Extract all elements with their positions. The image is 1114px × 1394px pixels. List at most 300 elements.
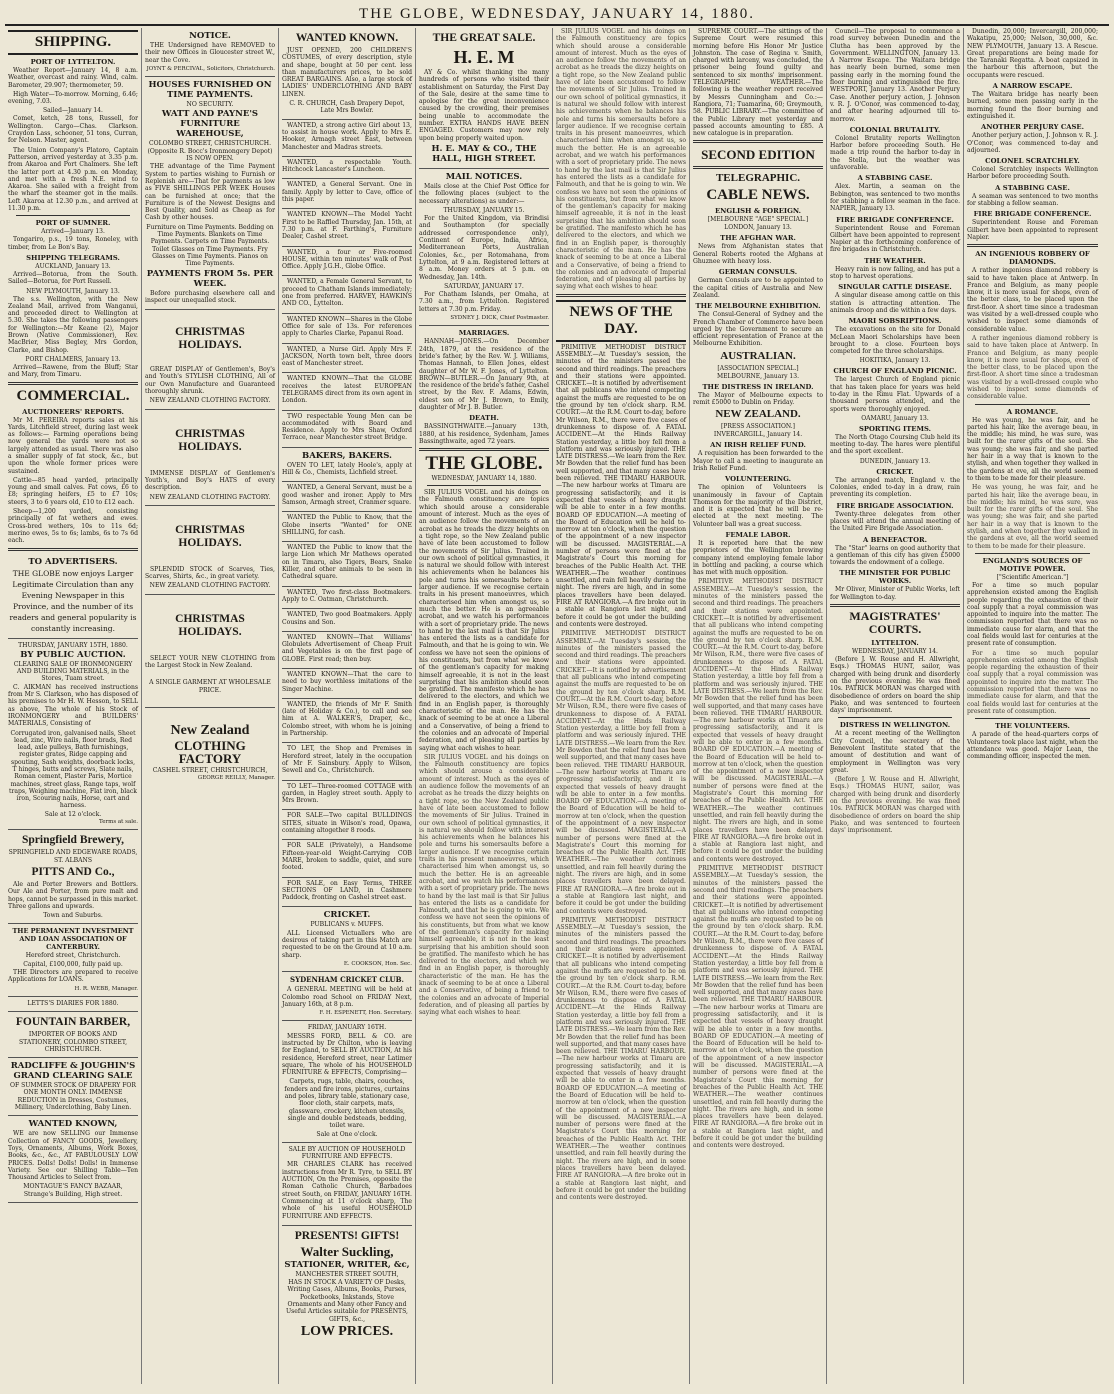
melbourne-dateline: MELBOURNE, January 13. (717, 372, 799, 380)
notice-ad (145, 28, 275, 77)
tolet-ads (282, 743, 412, 907)
commercial-body: Cattle—85 head yarded, principally young and small calves. Fat cows, £6 to £8; springing heifers, £5 to £7 10s; steers, 3 to 6 years old, £10 to £12 each. (8, 476, 138, 506)
afghan: News from Afghanistan states that General Roberts rooted the Afghans at Ghuznee with heavy loss. (693, 243, 823, 266)
walter-suckling: Walter Suckling, (300, 1243, 394, 1259)
wanted-ad (282, 609, 412, 632)
before-purchasing: Before purchasing elsewhere call and inspect our unequalled stock. (145, 289, 275, 304)
melbourne-heading: THE MELBOURNE EXHIBITION. (695, 302, 821, 311)
weather-report: Weather Report—January 14, 8 a.m. Weather, overcast and rainy. Wind, calm. Barometer, 29.907; thermometer, 59. (8, 67, 138, 89)
double-rule (693, 140, 823, 143)
invercargill-dateline: INVERCARGILL, January 14. (713, 431, 803, 439)
wanted-ad (282, 209, 412, 246)
wanted-ads (282, 482, 412, 743)
mail-thursday: THURSDAY, JANUARY 15. (443, 206, 525, 214)
news-filler: PRIMITIVE METHODIST DISTRICT ASSEMBLY.—At Tuesday's session, the minutes of the ministers passed the second and third readings. The preachers and their stations were appointed. CRICKET.—It is notified by advertisement that all publicans who intend competing against the muffs are requested to be on the ground by ten o'clock sharp. R.M. COURT.—At the R.M. Court to-day, before Mr Wilson, R.M., there were five cases of drunkenness to dispose of. A FATAL ACCIDENT.—At the Hinds Railway Station yesterday, a little boy fell from a platform and was seriously injured. THE LATE DISTRESS.—We learn from the Rev. Mr Bowden that the relief fund has been well supported, and that many cases have been relieved. THE TIMARU HARBOUR.—The new harbour works at Timaru are progressing satisfactorily, and it is expected that vessels of heavy draught will be able to enter in a few months. BOARD OF EDUCATION.—A meeting of the Board of Education will be held to-morrow at ten o'clock, when the question of the appointment of a new inspector will be discussed. MAGISTERIAL.—A number of persons were fined at the Magistrate's Court this morning for breaches of the Public Health Act. THE WEATHER.—The weather continues unsettled, and rain fell heavily during the night. The rivers are high, and in some places travellers have been delayed. FIRE AT RANGIORA.—A fire broke out in a stable at Rangiora last night, and before it could be got under the building and contents were destroyed. (693, 578, 823, 863)
weather-heading: THE WEATHER. (864, 256, 926, 265)
great-display: GREAT DISPLAY of Gentlemen's, Boy's and Youth's STYLISH CLOTHING, All of our Own Manufacture and Guaranteed thoroughly shrunk. (145, 366, 275, 396)
wanted-ad (282, 247, 412, 277)
death-heading: DEATH. (469, 414, 499, 423)
notice-heading: NOTICE. (189, 31, 231, 41)
advertisers-ad (8, 554, 138, 639)
wanted-ad (282, 157, 412, 180)
reuter: [MELBOURNE "AGE" SPECIAL.] (707, 216, 809, 224)
wanted-ad (282, 669, 412, 699)
montague: MONTAGUE'S FANCY BAZAAR, Strange's Building, High street. (23, 1183, 123, 1198)
tolet-ad-text: FOR SALE—Two capital BULLDINGS SITES, situate in Wilson's road, Opawa, containing altogether 8 roods. (282, 812, 412, 835)
fountain-ad (8, 1012, 138, 1058)
weather: Heavy rain is now falling, and has put a stop to harvest operations. (830, 265, 960, 281)
cricket-ad (282, 907, 412, 972)
town-suburbs: Town and Suburbs. (43, 912, 103, 920)
cashel-street: CASHEL STREET, CHRISTCHURCH, (152, 766, 268, 774)
hem-heading: H. E. M (453, 47, 515, 67)
pitts-heading: PITTS AND Co., (31, 865, 115, 878)
publicans: PUBLICANS v. MUFFS. (310, 921, 384, 929)
romance: He was young, he was fair, and he parted his hair, like the average beau, in the middle; his mind, he was sure, was built for the rarer gifts of the soul. She was young; she was fair, and she parted her hair in a way that is known to the stylish, and when together they walked in the gardens at eve, all the world seemed to them to be made for their pleasure. (967, 416, 1098, 482)
port-chalmers-dateline: PORT CHALMERS, January 13. (25, 355, 121, 363)
wanted-ad-text: WANTED, a Female General Servant, to proceed to Chatham Islands immediately; one from preferred. HARVEY, HAWKINS AND CO., Lyttelton. (282, 278, 412, 308)
news-heading: NEWS OF THE DAY. (556, 300, 686, 342)
filler: (Before J. W. Rouse and H. Allwright, Esqs.) THOMAS HUNT, sailor, was charged with being drunk and disorderly on the previous evening. He was fined 10s. PATRICK MORAN was charged with disobedience of orders on board the ship Piako, and was sentenced to fourteen days' imprisonment. (830, 776, 960, 835)
wanted-ad-text: WANTED, a General Servant. One in family. Apply by letter to Cave, office of this paper. (282, 181, 412, 204)
cricket: The arranged match, England v. the Colonies, ended to-day in a draw, rain preventing its completion. (830, 476, 960, 499)
no-security: NO SECURITY. (186, 101, 234, 109)
lyttelton-heading: LYTTELTON. (871, 639, 919, 648)
tolet-ad (282, 781, 412, 811)
bakers-heading: BAKERS, BAKERS. (302, 450, 392, 461)
colonel: Colonel Scratchley inspects Wellington Harbor before proceeding South. (967, 166, 1098, 181)
death: BASSINGTHWAITE.—January 13th, 1880, at his residence, Sydenham, James Bassingthwaite, aged 72 years. (419, 423, 549, 445)
wanted-ad (282, 314, 412, 344)
port-chalmers-body: Arrived—Rawene, from the Bluff; Star and Mary, from Timaru. (8, 363, 138, 379)
singular-heading: SINGULAR CATTLE DISEASE. (838, 283, 952, 292)
commercial-body: Sheep—1,200 yarded, consisting principally of fat wethers and ewes. Cross-bred wethers, 10s to 11s 6d; merino ewes, 5s to 6s; lambs, 6s to 7s 6d each. (8, 508, 138, 545)
england: For a time so much popular apprehension existed among the English people regarding the exhaustion of their coal supply that a royal commission was appointed to inquire into the matter. The commission reported that there was no immediate cause for alarm, and that the coal fields would last for centuries at the present rate of consumption. (967, 649, 1098, 715)
wanted-ad-text: WANTED, the friends of Mr F. Smith (late of Holiday & Co.), to call and see him at A. WALKER'S, Draper, &c., Colombo street, with whom he is joining in Partnership. (282, 700, 412, 738)
household-heading: SALE BY AUCTION OF HOUSEHOLD FURNITURE AND EFFECTS. (288, 1145, 406, 1161)
fire2: Twenty-three delegates from other places will attend the annual meeting of the United Fire Brigade Association. (830, 510, 960, 533)
watt-sub: COLOMBO STREET, CHRISTCHURCH. (Opposite R. Bocc's Ironmongery Depot) IS NOW OPEN. (147, 140, 273, 163)
joynt: JOYNT & PERCIVAL, Solicitors, Christchurch. (146, 65, 275, 72)
factory-ad (145, 708, 275, 786)
mail-body: Mails close at the Chief Post Office for the following places (subject to the necessary alterations) as under:— (419, 182, 549, 205)
payments-heading: PAYMENTS FROM 5s. PER WEEK. (146, 268, 274, 289)
wanted-ad-text: WANTED KNOWN—Shares in the Globe Office for sale of 13s. For references apply to Charles Clarke, Papanui Road. (282, 315, 412, 338)
auctioneers-heading: AUCTIONEERS' REPORTS. (22, 407, 124, 416)
rule (838, 717, 952, 718)
rule (975, 718, 1090, 719)
telegraphic-heading: TELEGRAPHIC. (715, 172, 801, 185)
irish: A requisition has been forwarded to the Mayor to call a meeting to inaugurate an Irish Relief Fund. (693, 450, 823, 472)
union-text: The Union Company's Platoro, Captain Patterson, arrived yesterday at 3.35 p.m. from Akaroa and Port Chalmers. She left the latter port at 4.30 p.m. on Monday, and met with a fresh N.E. wind to Akaroa. She sailed with a freight from the wharf the steamer got in the mails. Left Akaroa at 12.30 p.m., and arrived at 11.30 p.m. (8, 146, 138, 213)
wanted-ad-text: WANTED, a strong active Girl about 13, to assist in house work. Apply to Mrs E. Hooker, Armagh street East, between Manchester and Madras streets. (282, 121, 412, 151)
hokitika-dateline: HOKITIKA, January 13. (859, 357, 931, 365)
tolet-ad-text: FOR SALE (Privately), a Handsome Fifteen-year-old Weight-Carrying COB MARE, broken to saddle, quiet, and sure footed. (282, 842, 412, 872)
volunteers: A parade of the head-quarters corps of Volunteers took place last night, when the attendance was good. Major Lean, the commanding officer, inspected the men. (967, 731, 1098, 761)
suckling-ad (282, 1226, 412, 1343)
news-continued: SUPREME COURT.—The sittings of the Supreme Court were resumed this morning before His Honor Mr Justice Johnston. The case of Regina v. Smith, charged with larceny, was concluded, the prisoner being found guilty and sentenced to six months' imprisonment. TELEGRAPHIC WEATHER.—The following is the weather report received by Messrs Cunningham and Co.:—Rangiora, 71; Tuamarina, 60; Greymouth, 58. PUBLIC LIBRARY.—The committee of the Public Library met yesterday and passed accounts amounting to £85. A new catalogue is in preparation. (693, 28, 823, 138)
springfield-sub: SPRINGFIELD AND EDGEWARE ROADS, ST. ALBANS (8, 849, 138, 864)
new-plymouth-dateline: NEW PLYMOUTH, January 13. (26, 287, 120, 295)
houses-heading: HOUSES FURNISHED ON TIME PAYMENTS. (148, 80, 272, 101)
romance: He was young, he was fair, and he parted his hair, like the average beau, in the middle; his mind, he was sure, was built for the rarer gifts of the soul. She was young; she was fair, and she parted her hair in a way that is known to the stylish, and when together they walked in the gardens at eve, all the world seemed to them to be made for their pleasure. (967, 484, 1098, 550)
wanted-heading: WANTED KNOWN. (295, 32, 399, 44)
afghan-heading: THE AFGHAN WAR. (720, 234, 796, 243)
colonial: Colonel Brutality reports Wellington Harbor before proceeding South. He made a trip round the harbor to-day in the Stella, but the weather was unfavorable. (830, 134, 960, 172)
wanted-ad-text: TWO respectable Young Men can be accommodated with Board and Residence. Apply to Mrs Shaw, Oxford Terrace, near Manchester street Bridge. (282, 412, 412, 442)
sailed-body: Comet, ketch, 28 tons, Russell, for Wellington. Cargo—Chas. Clarkson. Craydon Lass, schooner, 51 tons, Curran, for Nelson. Master, agent. (8, 115, 138, 145)
cricket-heading: CRICKET. (876, 467, 914, 476)
high-water: High Water—To-morrow. Morning, 6.46; evening, 7.03. (8, 90, 138, 106)
ingenious-heading: AN INGENIOUS ROBBERY OF DIAMONDS. (975, 250, 1090, 267)
volunteers-heading: THE VOLUNTEERS. (995, 722, 1070, 731)
pitts-body: Ale and Porter Brewers and Bottlers. Our Ale and Porter, from pure malt and hops, cannot be surpassed in this market. Three gallons and upwards. (8, 880, 138, 910)
news-body: PRIMITIVE METHODIST DISTRICT ASSEMBLY.—At Tuesday's session, the minutes of the ministers passed the second and third readings. The preachers and their stations were appointed. CRICKET.—It is notified by advertisement that all publicans who intend competing against the muffs are requested to be on the ground by ten o'clock sharp. R.M. COURT.—At the R.M. Court to-day, before Mr Wilson, R.M., there were five cases of drunkenness to dispose of. A FATAL ACCIDENT.—At the Hinds Railway Station yesterday, a little boy fell from a platform and was seriously injured. THE LATE DISTRESS.—We learn from the Rev. Mr Bowden that the relief fund has been well supported, and that many cases have been relieved. THE TIMARU HARBOUR.—The new harbour works at Timaru are progressing satisfactorily, and it is expected that vessels of heavy draught will be able to enter in a few months. BOARD OF EDUCATION.—A meeting of the Board of Education will be held to-morrow at ten o'clock, when the question of the appointment of a new inspector will be discussed. MAGISTERIAL.—A number of persons were fined at the Magistrate's Court this morning for breaches of the Public Health Act. THE WEATHER.—The weather continues unsettled, and rain fell heavily during the night. The rivers are high, and in some places travellers have been delayed. FIRE AT RANGIORA.—A fire broke out in a stable at Rangiora last night, and before it could be got under the building and contents were destroyed. (556, 630, 686, 915)
auckland-dateline: AUCKLAND, January 13. (35, 262, 111, 270)
female-heading: FEMALE LABOR. (725, 530, 791, 539)
melbourne: The Consul-General of Sydney and the French Chamber of Commerce have been urged by the Government to secure an efficient representation of France at the Melbourne Exhibition. (693, 311, 823, 348)
sydenham-body: A GENERAL MEETING will be held at Colombo road School on FRIDAY Next, January 16th, at 8 p.m. (282, 986, 412, 1008)
watt-body: THE advantage of the Time Payment System to parties wishing to Furnish or Replenish are—That for payments as low as FIVE SHILLINGS PER WEEK Houses can be furnished at once; that the Furniture is of the Newest Designs and Best Quality, and Sold as Cheap as for Cash by other houses. (145, 163, 275, 222)
christmas-heading: CHRISTMAS HOLIDAYS. (175, 427, 245, 453)
publicans-body: ALL Licensed Victuallers who are desirous of taking part in this Match are requested to be on the Ground at 10 a.m. sharp. (282, 929, 412, 959)
columns (5, 28, 1109, 1384)
column-1 (5, 28, 142, 1384)
press-association: [PRESS ASSOCIATION.] (720, 423, 796, 431)
fancy-goods: WE are now SELLING our Immense Collection of FANCY GOODS, Jewellery, Toys, Ornaments, Albums, Work Boxes, Books, &c., &c., AT FABULOUSLY LOW PRICES. Dolls! Dolls! Dolls! in Immense Variety. See our Shilling Table—Ten Thousand Articles to Select from. (8, 1130, 138, 1182)
aikman-text: C. AIKMAN has received instructions from Mr S. Clarkson, who has disposed of his premises to Mr H. W. Hesson, to SELL as above, The whole of his Stock of IRONMONGERY and BUILDERS' MATERIALS, Consisting of (8, 683, 138, 728)
webb: H. R. WEBB, Manager. (74, 985, 138, 992)
german: German Consuls are to be appointed to the capital cities of Australia and New Zealand. (693, 277, 823, 299)
wanted-ad-text: WANTED the Public to know that the large Lion which Mr Mathews operated on in Timaru, also Tigers, Bears, Snake Killer, and other animals to be seen in Cathedral square. (282, 544, 412, 581)
telegrams-continued: Council—The proposal to commence a road survey between Dunedin and the Clutha has been approved by the Government. WELLINGTON, January 13. A Narrow Escape. The Waitara bridge has nearly been burned, some men passing early in the morning found the floor burning and extinguished the fire. WESTPORT, January 13. Another Perjury Case. Another perjury action, J. Johnson v. R. J. O'Conor, was commenced to-day, and after hearing adjourned till to-morrow. (830, 28, 960, 123)
wanted-ad (282, 482, 412, 512)
sydenham-ad (282, 972, 412, 1021)
rule (975, 404, 1090, 405)
new-plymouth-body: The s.s. Wellington, with the New Zealand Mail, arrived from Wanganui, and proceeded direct to Wellington at 5.30. She takes the following passengers for Wellington:—Mr Keane (2), Major Brown (Native Commissioner), Rev. MacBrier, Miss Begley, Mrs Gordon, Clarke, and Bishop. (8, 295, 138, 354)
christmas-ad (145, 595, 275, 708)
stab-heading: A STABBING CASE. (995, 183, 1070, 192)
mail-text: For the United Kingdom, via Brindisi and Southampton (for specially addressed correspondence only), Continent of Europe, India, Africa, Mediterranean Ports, Australian Colonies, &c., per Rotomahana, from Lyttelton, at 9 a.m. Registered letters at 8 a.m. Money orders at 5 p.m. on Wednesday, Jan. 14th. (419, 215, 549, 281)
wanted-ad-text: WANTED KNOWN—The Model Yacht First to be Raffled Thursday, Jan. 15th, at 7.30 p.m. at F. Farthing's, Furniture Dealer, Cashel street. (282, 211, 412, 241)
wanted-known-ad (282, 28, 412, 120)
mail-notices (419, 169, 549, 326)
wanted-ad (282, 542, 412, 586)
capital: Capital, £100,000, fully paid up. (23, 960, 123, 968)
shipping-heading: SHIPPING. (8, 30, 138, 55)
advertisers-body: THE GLOBE now enjoys Larger Legitimate Circulation than any Evening Newspaper in this Province, and the number of its readers and general popularity is constantly increasing. (9, 568, 137, 633)
fire-heading: FIRE BRIGADE CONFERENCE. (836, 215, 954, 224)
magistrates-heading: MAGISTRATES' COURTS. (849, 609, 941, 637)
irish-heading: AN IRISH RELIEF FUND. (710, 441, 806, 450)
tolet-ad (282, 743, 412, 780)
english-foreign: ENGLISH & FOREIGN. (714, 207, 802, 216)
auction-date: THURSDAY, JANUARY 15TH, 1880. (18, 641, 128, 649)
column-5 (553, 28, 690, 1384)
mail-saturday: SATURDAY, JANUARY 17. (444, 282, 524, 290)
wanted-ad-text: WANTED KNOWN—That the GLOBE receives the latest EUROPEAN TELEGRAMS direct from its own agent in London. (282, 375, 412, 405)
commercial-heading: COMMERCIAL. (16, 387, 130, 404)
second-edition-heading: SECOND EDITION (701, 147, 815, 163)
great-sale-ad (419, 28, 549, 169)
letts-ad (8, 997, 138, 1012)
telegrams-continued: Dunedin, 20,000; Invercargill, 200,000; Wakatipu, 25,000; Nelson, 30,000, &c. NEW PLYMOUTH, January 13. A Rescue. Great preparations are being made for the Taranaki Regatta. A boat capsized in the harbour this afternoon, but the occupants were rescued. (967, 28, 1098, 79)
christmas-heading: CHRISTMAS HOLIDAYS. (175, 326, 245, 352)
presents-heading: PRESENTS! GIFTS! (294, 1229, 400, 1242)
gallant-heading: A NARROW ESCAPE. (992, 82, 1073, 91)
arrived-body: Tongariro, p.s., 19 tons, Roneley, with timber, from Le Bon's Bay. (8, 236, 138, 251)
tolet-ad-text: TO LET, the Shop and Premises in Hereford street, lately in the occupation of Mr F. Sainsbury. Apply to Wilson, Sewell and Co., Christchurch. (282, 745, 412, 775)
sailed-heading: Sailed—January 14. (43, 107, 103, 115)
wanted-body: JUST OPENED, 200 CHILDREN'S COSTUMES, of every description, style and shape, bought at 50 per cent. less than manufacturers prices, to be sold GREAT BARGAINS. Also, a large stock of LADIES' UNDERCLOTHING AND BABY LINEN. (282, 47, 412, 98)
masthead: THE GLOBE, WEDNESDAY, JANUARY 14, 1880. (5, 4, 1109, 26)
watt-heading: WATT AND PAYNE'S FURNITURE WAREHOUSE, (161, 109, 259, 140)
church: C. R. CHURCH, Cash Drapery Depot, Late Mrs Bowler. (289, 100, 405, 115)
australian-heading: AUSTRALIAN. (720, 349, 796, 362)
wanted-known: WANTED KNOWN, (28, 1119, 118, 1130)
double-rule (8, 548, 138, 551)
benefactor: The "Star" learns on good authority that a gentleman of this city has given £5000 towards the endowment of a college. (830, 544, 960, 567)
tolet-ad-text: FOR SALE, on Easy Terms, THREE SECTIONS OF LAND, in Cashmere Paddock, fronting on Cashel street east. (282, 879, 412, 902)
mail-heading: MAIL NOTICES. (445, 171, 523, 182)
tolet-ad-text: TO LET—Three-roomed COTTAGE with garden, in Hagley street south. Apply to Mrs Brown. (282, 782, 412, 805)
telegrams-heading: SHIPPING TELEGRAMS. (26, 253, 120, 262)
wanted-ad-text: WANTED, Two good Boatmakers. Apply Cousins and Son. (282, 611, 412, 626)
ingenious: A rather ingenious diamond robbery is said to have taken place at Antwerp. In France and Belgium, as many people know, it is more usual for shops, even of the better class, to be placed upon the first-floor. A short time since a tradesman was visited by a well-dressed couple who wished to inspect some diamonds of considerable value. (967, 267, 1098, 333)
double-rule (556, 294, 686, 297)
springfield-heading: Springfield Brewery, (21, 834, 124, 847)
nz-clothing: NEW ZEALAND CLOTHING FACTORY. (149, 493, 271, 501)
splendid-stock: SPLENDID STOCK of Scarves, Ties, Scarves, Shirts, &c., in great variety. (145, 565, 275, 581)
distress-heading: THE DISTRESS IN IRELAND. (702, 382, 814, 391)
sumner-heading: PORT OF SUMNER. (35, 219, 111, 228)
distress-wellington-heading: DISTRESS IN WELLINGTON. (839, 721, 951, 730)
auckland-body: Arrived—Botorua, from the South. Sailed—Botorua, for Port Russell. (8, 270, 138, 286)
wanted-ad (282, 411, 412, 448)
advertisers-heading: TO ADVERTISERS. (28, 556, 118, 567)
london-dateline: LONDON, January 13. (724, 224, 792, 232)
directors: THE Directors are prepared to receive Applications for LOANS. (8, 969, 138, 984)
fountain-sub: IMPORTER OF BOOKS AND STATIONERY, COLOMBO STREET, CHRISTCHURCH. (18, 1031, 128, 1053)
christmas-ad (145, 310, 275, 409)
editorial: SIR JULIUS VOGEL and his doings on the Falmouth constituency are topics which should arouse a considerable amount of interest. Much as the eyes of an audience follow the movements of an acrobat as he treads the dizzy heights on a tight rope, so the New Zealand public have of late been accustomed to follow the movements of Sir Julius. Trained in our own school of political gymnastics, it is natural we should follow with interest his achievements when he balances his pole and turns his somersaults before a larger audience. If we recognise certain traits in his present manoeuvres, which characterised him when amongst us, so much the better. He is an agreeable acrobat, and we watch his performances with a sort of proprietary pride. The news to hand by the last mail is that Sir Julius has entered the lists as a candidate for Falmouth, and that he is going to win. We confess we have not seen the opinions of his constituents, but from what we know of the gentleman's capacity for making himself agreeable, it is not in the least surprising that his ambition should soon be gratified. The manifesto which he has delivered to the electors, and which we find in an English paper, is thoroughly characteristic of the man. He has the knack of seeming to be at once a Liberal and a Conservative, of being a friend to the colonies and an advocate of Imperial federation, and of pleasing all parties by saying what each wishes to hear. (419, 753, 549, 1017)
auction-heading: BY PUBLIC AUCTION. (20, 649, 126, 660)
great-sale-heading: THE GREAT SALE. (432, 32, 536, 44)
dunedin-dateline: DUNEDIN, January 13. (859, 457, 931, 465)
column-8 (964, 28, 1101, 1384)
distress-wellington: At a recent meeting of the Wellington City Council, the secretary of the Benevolent Institute stated that the amount of destitution and want of employment in Wellington was very great. (830, 730, 960, 774)
wanted-ad-text: WANTED, a respectable Youth. Hitchcock Lancaster's Luncheon. (282, 158, 412, 174)
select-clothing: SELECT YOUR NEW CLOTHING from the Largest Stock in New Zealand. (145, 654, 275, 669)
german-heading: GERMAN CONSULS. (718, 268, 798, 277)
lyttelton-date: WEDNESDAY, JANUARY 14. (852, 648, 938, 656)
double-rule (8, 382, 138, 385)
stab: A seaman was sentenced to two months for stabbing a fellow seaman. (967, 192, 1098, 208)
hem-body: AY & Co. whilst thanking the many hundreds of persons who visited their establishment on Saturday, the First Day of the Sale, desire at the same time to apologise for the great inconvenience caused by the crowding, their premises being unable to accommodate the number. EXTRA HANDS HAVE BEEN ENGAGED. Customers may now rely upon being properly waited upon. (419, 69, 549, 142)
wanted-ad (282, 179, 412, 209)
commercial-body: Mr M. PEREIRA reports sales at his Yards, Litchfield street, during last week as follows:— Farming operations being now general the yards were not so largely attended as usual. There was also a smaller supply of fat stock, &c., but upon the whole former prices were sustained. (8, 416, 138, 475)
distress: The Mayor of Melbourne expects to remit £5000 to Dublin on Friday. (693, 391, 823, 407)
tolet-ad (282, 810, 412, 840)
wanted-ad (282, 632, 412, 669)
editorial: SIR JULIUS VOGEL and his doings on the Falmouth constituency are topics which should arouse a considerable amount of interest. Much as the eyes of an audience follow the movements of an acrobat as he treads the dizzy heights on a tight rope, so the New Zealand public have of late been accustomed to follow the movements of Sir Julius. Trained in our own school of political gymnastics, it is natural we should follow with interest his achievements when he balances his pole and turns his somersaults before a larger audience. If we recognise certain traits in his present manoeuvres, which characterised him when amongst us, so much the better. He is an agreeable acrobat, and we watch his performances with a sort of proprietary pride. The news to hand by the last mail is that Sir Julius has entered the lists as a candidate for Falmouth, and that he is going to win. We confess we have not seen the opinions of his constituents, but from what we know of the gentleman's capacity for making himself agreeable, it is not in the least surprising that his ambition should soon be gratified. The manifesto which he has delivered to the electors, and which we find in an English paper, is thoroughly characteristic of the man. He has the knack of seeming to be at once a Liberal and a Conservative, of being a friend to the colonies and an advocate of Imperial federation, and of pleasing all parties by saying what each wishes to hear. (419, 489, 549, 752)
perjury: Another perjury action, J. Johnson v. R. J. O'Conor, was commenced to-day and adjourned. (967, 132, 1098, 154)
sydney-dick: SYDNEY J. DICK, Chief Postmaster. (450, 315, 549, 322)
wanted-ad (282, 373, 412, 410)
christmas-heading: CHRISTMAS HOLIDAYS. (175, 612, 245, 638)
houses-ad (145, 77, 275, 310)
fire: Superintendent Rouse and Foreman Gilbert have been appointed to represent Napier at the forthcoming conference of fire brigades in Christchurch. (830, 224, 960, 254)
romance-heading: A ROMANCE. (1006, 407, 1059, 416)
bakers-ad (282, 448, 412, 483)
radcliffe-heading: RADCLIFFE & JOUGHIN'S GRAND CLEARING SALE (10, 1061, 136, 1082)
wanted-ad (282, 512, 412, 542)
sale-time: Sale at 12 o'clock. (44, 810, 102, 818)
marriages: HANNAH—JONES.—On December 24th, 1879, at the residence of the bride's father, by the Rev. W. J. Williams, Thomas Hannah, to Ellen Jones, eldest daughter of Mr W. F. Jones, of Lyttelton. BROWN—BUTLER.—On January 9th, at the residence of the bride's father, Cashel street, by the Rev. F. Adams, Edwin, eldest son of Mr J. Brown, to Emily, daughter of Mr J. B. Butler. (419, 338, 549, 411)
england: For a time so much popular apprehension existed among the English people regarding the exhaustion of their coal supply that a royal commission was appointed to inquire into the matter. The commission reported that there was no immediate cause for alarm, and that the coal fields would last for centuries at the present rate of consumption. (967, 581, 1098, 648)
conf-heading: FIRE BRIGADE CONFERENCE. (973, 210, 1092, 219)
wanted-ad-text: WANTED KNOWN—That Williams' Globulets Advertisement of Cheap Fruit and Vegetables is on the first page of GLOBE. First read; then buy. (282, 633, 412, 663)
manchester: MANCHESTER STREET SOUTH, (295, 1270, 399, 1278)
bazaar-ad (8, 1116, 138, 1203)
lyttelton-body: (Before J. W. Rouse and H. Allwright, Esqs.) THOMAS HUNT, sailor, was charged with being drunk and disorderly on the previous evening. He was fined 10s. PATRICK MORAN was charged with disobedience of orders on board the ship Piako, and was sentenced to fourteen days' imprisonment. (830, 656, 960, 715)
volunteering-heading: VOLUNTEERING. (724, 475, 791, 484)
cable-news-heading: CABLE NEWS. (706, 187, 810, 204)
sporting: The North Otago Coursing Club held its meeting to-day. The hares were plentiful and the sport excellent. (830, 433, 960, 456)
immense-display: IMMENSE DISPLAY of Gentlemen's Youth's, and Boy's HATS of every description. (145, 469, 275, 492)
wanted-ad (282, 276, 412, 313)
sale-one: Sale at One o'clock. (316, 1130, 378, 1138)
sporting-heading: SPORTING ITEMS. (858, 424, 932, 433)
wanted-ad-text: WANTED, Two first-class Bootmakers. Apply to C. Oatman, Christchurch. (282, 588, 412, 603)
christmas-heading: CHRISTMAS HOLIDAYS. (175, 523, 245, 549)
female: It is reported here that the new proprietors of the Wellington brewing company intend employing female labor in bottling and packing, a course which has met with much opposition. (693, 539, 823, 577)
radcliffe-body: OF SUMMER STOCK OF DRAPERY FOR ONE MONTH ONLY. IMMENSE REDUCTION in Dresses, Costumes, Millinery, Underclothing, Baby Linen. (9, 1082, 137, 1112)
nz-clothing: NEW ZEALAND CLOTHING FACTORY. (149, 397, 271, 405)
ingenious: A rather ingenious diamond robbery is said to have taken place at Antwerp. In France and Belgium, as many people know, it is more usual for shops, even of the better class, to be placed upon the first-floor. A short time since a tradesman was visited by a well-dressed couple who wished to inspect some diamonds of considerable value. (967, 334, 1098, 401)
clarke-ad (282, 1143, 412, 1226)
sydenham-heading: SYDENHAM CRICKET CLUB. (290, 975, 404, 985)
church-heading: CHURCH OF ENGLAND PICNIC. (833, 367, 957, 376)
bakers-body: OVEN TO LET, lately Hoole's, apply at Hill & Co., Chemists, Lichfield street. (282, 461, 412, 477)
terms: Terms at sale. (98, 819, 138, 826)
scientific-american: ["Scientific American."] (996, 573, 1069, 581)
tolet-ad (282, 878, 412, 908)
cricket-heading: CRICKET. (323, 910, 371, 921)
wanted-ad-text: WANTED, a General Servant, must be a good washer and ironer. Apply to Mrs Samson, Armagh street, Cranmer square. (282, 484, 412, 506)
wanted-ad (282, 120, 412, 157)
rule (427, 485, 541, 486)
christmas-ad (145, 410, 275, 506)
news-body: PRIMITIVE METHODIST DISTRICT ASSEMBLY.—At Tuesday's session, the minutes of the ministers passed the second and third readings. The preachers and their stations were appointed. CRICKET.—It is notified by advertisement that all publicans who intend competing against the muffs are requested to be on the ground by ten o'clock sharp. R.M. COURT.—At the R.M. Court to-day, before Mr Wilson, R.M., there were five cases of drunkenness to dispose of. A FATAL ACCIDENT.—At the Hinds Railway Station yesterday, a little boy fell from a platform and was seriously injured. THE LATE DISTRESS.—We learn from the Rev. Mr Bowden that the relief fund has been well supported, and that many cases have been relieved. THE TIMARU HARBOUR.—The new harbour works at Timaru are progressing satisfactorily, and it is expected that vessels of heavy draught will be able to enter in a few months. BOARD OF EDUCATION.—A meeting of the Board of Education will be held to-morrow at ten o'clock, when the question of the appointment of a new inspector will be discussed. MAGISTERIAL.—A number of persons were fined at the Magistrate's Court this morning for breaches of the Public Health Act. THE WEATHER.—The weather continues unsettled, and rain fell heavily during the night. The rivers are high, and in some places travellers have been delayed. FIRE AT RANGIORA.—A fire broke out in a stable at Rangiora last night, and before it could be got under the building and contents were destroyed. (556, 343, 686, 628)
stabbing-heading: A STABBING CASE. (857, 174, 933, 183)
perjury-heading: ANOTHER PERJURY CASE. (981, 123, 1084, 132)
furniture-list: Furniture on Time Payments. Bedding on Time Payments. Blankets on Time Payments. Carpets on Time Payments. Toilet Glasses on Time Payments. Fry Glasses on Time Payments. Pianos on Time Payments. (146, 223, 274, 268)
springfield-ad (8, 830, 138, 924)
stock-body: HAS IN STOCK A VARIETY OF Desks, Writing Cases, Albums, Books, Purses, Pocketbooks, Inkstands, Stove Ornaments and Many other Fancy and Useful Articles suitable for PRESENTS, GIFTS, &c., (286, 1279, 408, 1323)
fountain-heading: FOUNTAIN BARBER, (15, 1016, 131, 1029)
benefactor-heading: A BENEFACTOR. (862, 535, 928, 544)
christmas-ad (145, 506, 275, 595)
news-filler: PRIMITIVE METHODIST DISTRICT ASSEMBLY.—At Tuesday's session, the minutes of the ministers passed the second and third readings. The preachers and their stations were appointed. CRICKET.—It is notified by advertisement that all publicans who intend competing against the muffs are requested to be on the ground by ten o'clock sharp. R.M. COURT.—At the R.M. Court to-day, before Mr Wilson, R.M., there were five cases of drunkenness to dispose of. A FATAL ACCIDENT.—At the Hinds Railway Station yesterday, a little boy fell from a platform and was seriously injured. THE LATE DISTRESS.—We learn from the Rev. Mr Bowden that the relief fund has been well supported, and that many cases have been relieved. THE TIMARU HARBOUR.—The new harbour works at Timaru are progressing satisfactorily, and it is expected that vessels of heavy draught will be able to enter in a few months. BOARD OF EDUCATION.—A meeting of the Board of Education will be held to-morrow at ten o'clock, when the question of the appointment of a new inspector will be discussed. MAGISTERIAL.—A number of persons were fined at the Magistrate's Court this morning for breaches of the Public Health Act. THE WEATHER.—The weather continues unsettled, and rain fell heavily during the night. The rivers are high, and in some places travellers have been delayed. FIRE AT RANGIORA.—A fire broke out in a stable at Rangiora last night, and before it could be got under the building and contents were destroyed. (693, 865, 823, 1150)
column-2 (142, 28, 279, 1384)
double-rule (693, 166, 823, 169)
colonel-heading: COLONEL SCRATCHLEY. (985, 157, 1080, 166)
wanted-ad (282, 344, 412, 374)
port-heading: PORT OF LYTTELTON. (30, 58, 116, 66)
marriages-heading: MARRIAGES. (458, 329, 510, 338)
permanent-heading: THE PERMANENT INVESTMENT AND LOAN ASSOCIATION OF CANTERBURY. (12, 927, 134, 952)
oamaru-dateline: OAMARU, January 13. (861, 414, 929, 422)
notice-body: THE Undersigned have REMOVED to their new Offices in Gloucester street W., near the Cove. (145, 42, 275, 64)
ford-ad (282, 1021, 412, 1142)
minister: Mr Oliver, Minister of Public Works, left for Wellington to-day. (830, 586, 960, 601)
wanted-ads (282, 120, 412, 448)
editorial-continued: SIR JULIUS VOGEL and his doings on the Falmouth constituency are topics which should arouse a considerable amount of interest. Much as the eyes of an audience follow the movements of an acrobat as he treads the dizzy heights on a tight rope, so the New Zealand public have of late been accustomed to follow the movements of Sir Julius. Trained in our own school of political gymnastics, it is natural we should follow with interest his achievements when he balances his pole and turns his somersaults before a larger audience. If we recognise certain traits in his present manoeuvres, which characterised him when amongst us, so much the better. He is an agreeable acrobat, and we watch his performances with a sort of proprietary pride. The news to hand by the last mail is that Sir Julius has entered the lists as a candidate for Falmouth, and that he is going to win. We confess we have not seen the opinions of his constituents, but from what we know of the gentleman's capacity for making himself agreeable, it is not in the least surprising that his ambition should soon be gratified. The manifesto which he has delivered to the electors, and which we find in an English paper, is thoroughly characteristic of the man. He has the knack of seeming to be at once a Liberal and a Conservative, of being a friend to the colonies and an advocate of Imperial federation, and of pleasing all parties by saying what each wishes to hear. (556, 28, 686, 291)
association: [ASSOCIATION SPECIAL.] (717, 364, 799, 372)
gallant: The Waitara bridge has nearly been burned, some men passing early in the morning found the floor burning and extinguished it. (967, 91, 1098, 120)
minister-heading: THE MINISTER FOR PUBLIC WORKS. (839, 569, 951, 586)
friday-heading: FRIDAY, JANUARY 16TH. (307, 1024, 387, 1032)
auction-ad (8, 639, 138, 831)
single-garment: A SINGLE GARMENT AT WHOLESALE PRICE. (149, 679, 271, 694)
tolet-ad (282, 840, 412, 877)
church: The largest Church of England picnic that has taken place for years was held to-day in the Rimu Flat. Upwards of a thousand persons attended, and the sports were thoroughly enjoyed. (830, 376, 960, 413)
wanted-ad-text: WANTED KNOWN—That the care to need to buy worthless imitations of the Singer Machine. (282, 671, 412, 693)
nz-clothing: NEW ZEALAND CLOTHING FACTORY. (149, 582, 271, 590)
cookson: E. COOKSON, Hon. Sec. (343, 960, 412, 967)
england-heading: ENGLAND'S SOURCES OF MOTIVE POWER. (982, 556, 1083, 573)
clarke-body: MR CHARLES CLARK has received instructions from Mr R. Tyre, to SELL BY AUCTION, On the Premises, opposite the Roman Catholic Church, Barbadoes street South, on FRIDAY, JANUARY 16TH. Commencing at 11 o'clock sharp, The whole of his useful HOUSEHOLD FURNITURE AND EFFECTS. (282, 1161, 412, 1220)
letts: LETTS'S DIARIES FOR 1880. (27, 999, 119, 1007)
factory-heading: CLOTHING FACTORY (174, 737, 246, 766)
ford-body: MESSRS FORD, BELL & CO. are instructed by Dr Chilton, who is leaving for England, to SELL BY AUCTION, At his residence, Hereford street, near Latimer square, The whole of his HOUSEHOLD FURNITURE & EFFECTS, Comprising— (282, 1032, 412, 1077)
manager: GEORGE REILLY, Manager. (197, 775, 275, 782)
conf: Superintendent Rouse and Foreman Gilbert have been appointed to represent Napier. (967, 219, 1098, 241)
maori: The excavations on the site for Donald McLean Maori Scholarships have been brought to a close. Fourteen boys competed for the three scholarships. (830, 326, 960, 356)
news-body: PRIMITIVE METHODIST DISTRICT ASSEMBLY.—At Tuesday's session, the minutes of the ministers passed the second and third readings. The preachers and their stations were appointed. CRICKET.—It is notified by advertisement that all publicans who intend competing against the muffs are requested to be on the ground by ten o'clock sharp. R.M. COURT.—At the R.M. Court to-day, before Mr Wilson, R.M., there were five cases of drunkenness to dispose of. A FATAL ACCIDENT.—At the Hinds Railway Station yesterday, a little boy fell from a platform and was seriously injured. THE LATE DISTRESS.—We learn from the Rev. Mr Bowden that the relief fund has been well supported, and that many cases have been relieved. THE TIMARU HARBOUR.—The new harbour works at Timaru are progressing satisfactorily, and it is expected that vessels of heavy draught will be able to enter in a few months. BOARD OF EDUCATION.—A meeting of the Board of Education will be held to-morrow at ten o'clock, when the question of the appointment of a new inspector will be discussed. MAGISTERIAL.—A number of persons were fined at the Magistrate's Court this morning for breaches of the Public Health Act. THE WEATHER.—The weather continues unsettled, and rain fell heavily during the night. The rivers are high, and in some places travellers have been delayed. FIRE AT RANGIORA.—A fire broke out in a stable at Rangiora last night, and before it could be got under the building and contents were destroyed. (556, 916, 686, 1202)
column-6 (690, 28, 827, 1384)
wanted-ad-text: WANTED, a four or Five-roomed HOUSE, within ten minutes' walk of Post Office. Apply J.G.H., Globe Office. (282, 248, 412, 271)
wanted-ad-text: WANTED, a Nurse Girl. Apply Mrs F. JACKSON, North town belt, three doors east of Manchester street. (282, 345, 412, 368)
nz-heading: New Zealand (170, 722, 250, 738)
ford-list: Carpets, rugs, table, chairs, couches, fenders and fire irons, pictures, curtains and poles, library table, stationary case, floor cloth, stair carpets, mats, glassware, crockery, kitchen utensils, single and double bedsteads, bedding, toilet ware. (284, 1078, 410, 1130)
espenett: F. H. ESPENETT, Hon. Secretary. (319, 1010, 412, 1017)
volunteering: The opinion of Volunteers is unanimously in favour of Captain Thomson for the majority of the District, and it is expected that he will be re-elected at the next meeting. The Volunteer ball was a great success. (693, 484, 823, 528)
permanent-ad (8, 924, 138, 996)
singular: A singular disease among cattle on this station is attracting attention. The animals droop and die within a few days. (830, 292, 960, 314)
stationer: STATIONER, WRITER, &c, (284, 1259, 410, 1270)
wanted-ad-text: WANTED the Public to Know, that the Globe inserts "Wanted" for ONE SHILLING, for cash. (282, 514, 412, 536)
hem-sign: H. E. MAY & CO., THE HALL, HIGH STREET. (431, 143, 537, 164)
column-7 (827, 28, 964, 1384)
permanent-sub: Hereford street, Christchurch. (25, 952, 121, 960)
saturday-text: For Chatham Islands, per Omaha, at 7.30 a.m., from Lyttelton. Registered letters at 7.30 p.m. Friday. (419, 291, 549, 313)
newspaper-page (5, 4, 1109, 1386)
radcliffe-ad (8, 1058, 138, 1116)
fire2-heading: FIRE BRIGADE ASSOCIATION. (836, 501, 954, 510)
globe-date: WEDNESDAY, JANUARY 14, 1880. (431, 475, 537, 483)
globe-heading: THE GLOBE. (425, 453, 543, 475)
double-rule (830, 604, 960, 607)
column-3 (279, 28, 416, 1384)
rule (975, 553, 1090, 554)
double-rule (419, 448, 549, 451)
clearing-sale: CLEARING SALE OF IRONMONGERY AND BUILDING MATERIALS, in the Stores, Tuam street. (13, 660, 133, 683)
arrived-heading: Arrived—January 13. (41, 228, 105, 236)
colonial-heading: COLONIAL BRUTALITY. (849, 125, 941, 134)
column-4 (416, 28, 553, 1384)
